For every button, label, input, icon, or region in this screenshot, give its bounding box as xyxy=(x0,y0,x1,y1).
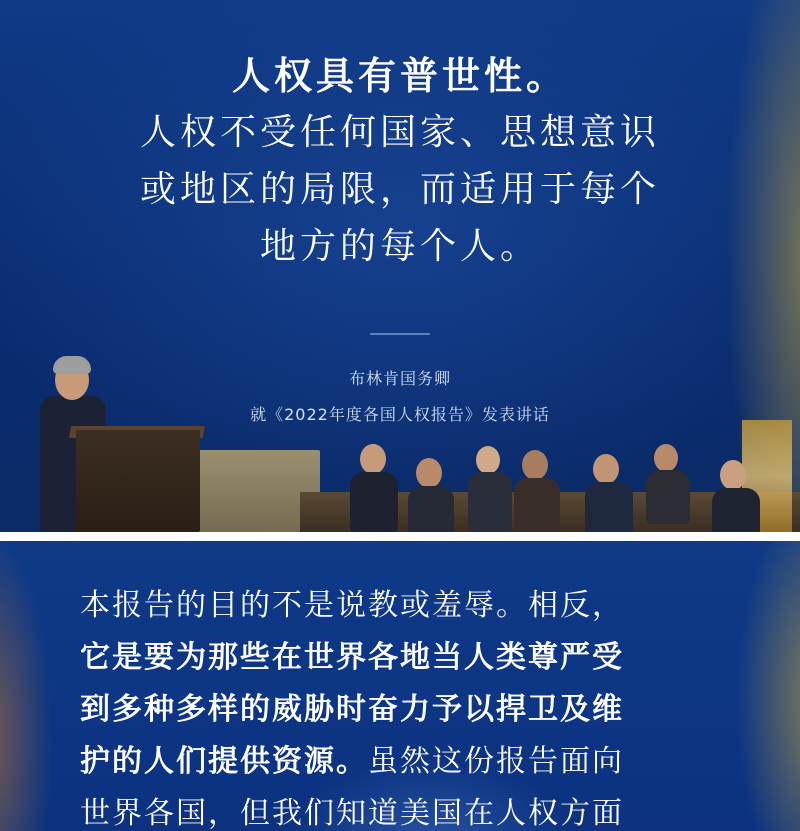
quote-line: 或地区的局限，而适用于每个 xyxy=(139,169,660,210)
body-text-panel xyxy=(0,541,800,831)
podium xyxy=(76,430,200,532)
quote-line: 人权不受任何国家、思想意识 xyxy=(139,112,660,153)
divider xyxy=(370,333,430,335)
quote-heading: 人权具有普世性。 xyxy=(231,54,568,98)
quote-line: 地方的每个人。 xyxy=(259,226,540,267)
body-line: 它是要为那些在世界各地当人类尊严受 xyxy=(80,640,624,675)
body-line-bold: 护的人们提供资源。 xyxy=(80,744,368,779)
body-line: 世界各国，但我们知道美国在人权方面 xyxy=(80,796,624,831)
press-briefing-photo xyxy=(0,420,800,532)
body-line-rest: 虽然这份报告面向 xyxy=(368,744,624,779)
body-line xyxy=(80,744,624,779)
attribution-name: 布林肯国务卿 xyxy=(348,369,451,388)
body-line: 到多种多样的威胁时奋力予以捍卫及维 xyxy=(80,692,624,727)
attribution-speech: 就《2022年度各国人权报告》发表讲话 xyxy=(250,405,550,424)
body-line: 本报告的目的不是说教或羞辱。相反， xyxy=(80,588,624,623)
